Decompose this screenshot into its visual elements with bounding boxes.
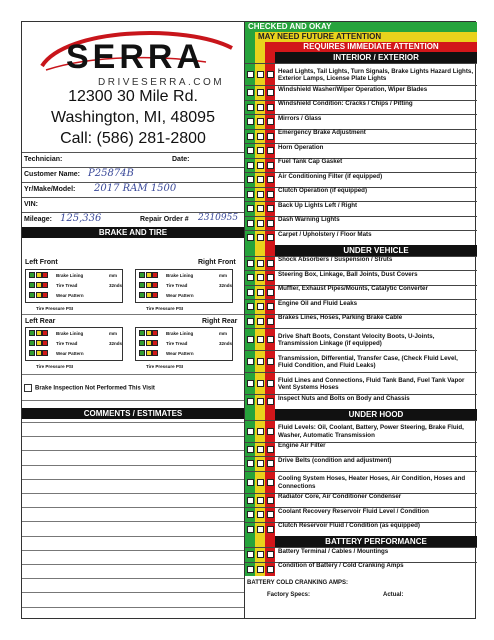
checklist-item-label: Drive Belts (condition and adjustment) [278, 456, 392, 464]
checklist-item [245, 100, 477, 115]
status-checkbox-red[interactable] [267, 104, 274, 111]
checklist-item [245, 299, 477, 314]
mileage-row[interactable] [22, 212, 244, 227]
status-checkbox-yellow[interactable] [257, 446, 264, 453]
status-checkbox-red[interactable] [267, 566, 274, 573]
right-rear-label: Right Rear [202, 318, 238, 325]
repair-order-value: 2310955 [198, 213, 239, 223]
comment-line[interactable] [22, 465, 244, 466]
status-checkbox-green[interactable] [247, 336, 254, 343]
checklist-item [245, 230, 477, 245]
checklist-item-label: Carpet / Upholstery / Floor Mats [278, 230, 372, 238]
status-checkbox-green[interactable] [247, 526, 254, 533]
status-checkbox-yellow[interactable] [257, 479, 264, 486]
status-checkbox-red[interactable] [267, 162, 274, 169]
status-checkbox-yellow[interactable] [257, 104, 264, 111]
checklist-item [245, 216, 477, 231]
checklist-item [245, 201, 477, 216]
technician-label: Technician: [24, 156, 63, 163]
comment-line[interactable] [22, 521, 244, 522]
comment-line[interactable] [22, 479, 244, 480]
checklist-item [245, 350, 477, 372]
comment-line[interactable] [22, 507, 244, 508]
status-checkbox-red[interactable] [267, 71, 274, 78]
comment-line[interactable] [22, 422, 244, 423]
status-checkbox-yellow[interactable] [257, 274, 264, 281]
left-rear-box: Brake Lining mm Tire Tread 32nds Wear Pattern [25, 327, 123, 361]
section-under-vehicle [245, 245, 477, 256]
left-rear-label: Left Rear [25, 318, 56, 325]
status-checkbox-yellow[interactable] [257, 147, 264, 154]
status-checkbox-green[interactable] [247, 205, 254, 212]
section-title: UNDER VEHICLE [275, 245, 477, 256]
status-checkbox-yellow[interactable] [257, 460, 264, 467]
right-column [244, 22, 476, 618]
left-front-psi: Tire Pressure PSI [36, 306, 74, 311]
section-title: UNDER HOOD [275, 409, 477, 420]
status-checkbox-yellow[interactable] [257, 303, 264, 310]
checklist-item-label: Muffler, Exhaust Pipes/Mounts, Catalytic Converter [278, 285, 428, 293]
checkbox-icon[interactable] [24, 384, 32, 392]
checklist-item [245, 285, 477, 300]
checklist-item-label: Radiator Core, Air Conditioner Condenser [278, 493, 402, 501]
checklist-item [245, 547, 477, 562]
checklist-item-label: Fluid Levels: Oil, Coolant, Battery, Power Steering, Brake Fluid, Washer, Automatic Transmission [278, 424, 464, 439]
checklist-item-label: Horn Operation [278, 143, 324, 151]
address-city: Washington, MI, 48095 [51, 109, 215, 126]
checklist-item [245, 522, 477, 537]
status-checkbox-green[interactable] [247, 358, 254, 365]
mileage-label: Mileage: [24, 216, 53, 223]
status-checkbox-red[interactable] [267, 511, 274, 518]
checklist-item-label: Shock Absorbers / Suspension / Struts [278, 256, 393, 264]
status-checkbox-green[interactable] [247, 460, 254, 467]
checklist-item-label: Windshield Washer/Wiper Operation, Wiper Blades [278, 85, 428, 93]
status-checkbox-red[interactable] [267, 303, 274, 310]
status-checkbox-yellow[interactable] [257, 428, 264, 435]
divider [22, 314, 244, 315]
status-checkbox-yellow[interactable] [257, 133, 264, 140]
comments-header: COMMENTS / ESTIMATES [22, 408, 244, 419]
checklist-item-label: Engine Air Filter [278, 442, 326, 450]
left-column [22, 22, 244, 618]
status-checkbox-red[interactable] [267, 479, 274, 486]
checklist-item [245, 562, 477, 577]
battery-footer-actual[interactable]: Actual: [383, 592, 404, 598]
checklist-item-label: Dash Warning Lights [278, 216, 340, 224]
status-checkbox-yellow[interactable] [257, 551, 264, 558]
status-checkbox-green[interactable] [247, 176, 254, 183]
checklist-item [245, 172, 477, 187]
customer-label: Customer Name: [24, 171, 81, 178]
status-checkbox-red[interactable] [267, 220, 274, 227]
comment-line[interactable] [22, 436, 244, 437]
checklist-item-label: Mirrors / Glass [278, 114, 322, 122]
status-checkbox-red[interactable] [267, 191, 274, 198]
checklist-item-label: Drive Shaft Boots, Constant Velocity Boots, U-Joints, Transmission Linkage (if equipped) [278, 332, 435, 347]
checklist-item-label: Air Conditioning Filter (if equipped) [278, 172, 383, 180]
checklist-item [245, 394, 477, 409]
status-checkbox-green[interactable] [247, 274, 254, 281]
status-checkbox-red[interactable] [267, 446, 274, 453]
checklist-item [245, 143, 477, 158]
comment-line[interactable] [22, 493, 244, 494]
status-checkbox-yellow[interactable] [257, 89, 264, 96]
status-checkbox-yellow[interactable] [257, 191, 264, 198]
checklist-item-label: Engine Oil and Fluid Leaks [278, 299, 358, 307]
status-checkbox-yellow[interactable] [257, 318, 264, 325]
address-street: 12300 30 Mile Rd. [68, 88, 198, 105]
comment-line[interactable] [22, 607, 244, 608]
section-title: INTERIOR / EXTERIOR [275, 52, 477, 63]
legend-yellow: MAY NEED FUTURE ATTENTION [255, 32, 477, 42]
mileage-value: 125,336 [60, 213, 102, 224]
status-checkbox-red[interactable] [267, 380, 274, 387]
status-checkbox-yellow[interactable] [257, 260, 264, 267]
checklist-item-label: Windshield Condition: Cracks / Chips / Pitting [278, 100, 413, 108]
left-front-label: Left Front [25, 259, 58, 266]
status-checkbox-green[interactable] [247, 191, 254, 198]
checklist-item [245, 256, 477, 271]
status-checkbox-red[interactable] [267, 260, 274, 267]
right-rear-box: Brake Lining mm Tire Tread 32nds Wear Pattern [135, 327, 233, 361]
status-checkbox-yellow[interactable] [257, 118, 264, 125]
status-checkbox-red[interactable] [267, 118, 274, 125]
left-rear-psi: Tire Pressure PSI [36, 364, 74, 369]
status-checkbox-red[interactable] [267, 336, 274, 343]
checklist-item-label: Back Up Lights Left / Right [278, 201, 358, 209]
checklist-item-label: Cooling System Hoses, Heater Hoses, Air Condition, Hoses and Connections [278, 475, 466, 490]
status-checkbox-green[interactable] [247, 303, 254, 310]
status-checkbox-green[interactable] [247, 380, 254, 387]
checklist-item [245, 420, 477, 442]
status-checkbox-red[interactable] [267, 398, 274, 405]
status-checkbox-red[interactable] [267, 460, 274, 467]
status-checkbox-green[interactable] [247, 234, 254, 241]
checklist-item [245, 493, 477, 508]
status-checkbox-green[interactable] [247, 511, 254, 518]
logo-site: DRIVESERRA.COM [98, 77, 225, 88]
inspection-form [21, 21, 476, 619]
status-checkbox-red[interactable] [267, 497, 274, 504]
status-checkbox-red[interactable] [267, 89, 274, 96]
section-battery [245, 536, 477, 547]
status-checkbox-yellow[interactable] [257, 566, 264, 573]
status-checkbox-green[interactable] [247, 428, 254, 435]
divider [22, 400, 244, 401]
vehicle-row[interactable] [22, 182, 244, 197]
checklist-item-label: Emergency Brake Adjustment [278, 129, 366, 137]
checklist-item-label: Fuel Tank Cap Gasket [278, 158, 343, 166]
checklist-item [245, 471, 477, 493]
comment-line[interactable] [22, 592, 244, 593]
right-front-box: Brake Lining mm Tire Tread 32nds Wear Pattern [135, 269, 233, 303]
status-checkbox-yellow[interactable] [257, 289, 264, 296]
comment-line[interactable] [22, 550, 244, 551]
comment-line[interactable] [22, 578, 244, 579]
legend-green: CHECKED AND OKAY [245, 22, 477, 32]
status-checkbox-green[interactable] [247, 104, 254, 111]
checklist-item [245, 507, 477, 522]
section-title: BATTERY PERFORMANCE [275, 536, 477, 547]
status-checkbox-green[interactable] [247, 446, 254, 453]
status-checkbox-yellow[interactable] [257, 162, 264, 169]
status-checkbox-green[interactable] [247, 220, 254, 227]
yr-make-model-value: 2017 RAM 1500 [94, 183, 177, 194]
status-checkbox-green[interactable] [247, 133, 254, 140]
status-checkbox-yellow[interactable] [257, 220, 264, 227]
status-checkbox-yellow[interactable] [257, 526, 264, 533]
status-checkbox-red[interactable] [267, 318, 274, 325]
divider [22, 374, 244, 375]
status-checkbox-green[interactable] [247, 398, 254, 405]
status-checkbox-red[interactable] [267, 205, 274, 212]
status-checkbox-red[interactable] [267, 133, 274, 140]
status-checkbox-green[interactable] [247, 118, 254, 125]
status-checkbox-green[interactable] [247, 162, 254, 169]
status-checkbox-green[interactable] [247, 147, 254, 154]
status-checkbox-green[interactable] [247, 551, 254, 558]
checklist-item-label: Clutch Reservoir Fluid / Condition (as equipped) [278, 522, 420, 530]
status-checkbox-yellow[interactable] [257, 234, 264, 241]
right-front-psi: Tire Pressure PSI [146, 306, 184, 311]
checklist-item-label: Condition of Battery / Cold Cranking Amps [278, 562, 404, 570]
date-label: Date: [172, 156, 190, 163]
status-checkbox-green[interactable] [247, 479, 254, 486]
checklist-item [245, 456, 477, 471]
comment-line[interactable] [22, 536, 244, 537]
status-checkbox-red[interactable] [267, 428, 274, 435]
status-checkbox-yellow[interactable] [257, 511, 264, 518]
brake-not-performed-checkbox[interactable]: Brake Inspection Not Performed This Visit [24, 384, 155, 392]
checklist-item-label: Steering Box, Linkage, Ball Joints, Dust Covers [278, 270, 418, 278]
checklist-item [245, 187, 477, 202]
vin-label: VIN: [24, 201, 38, 208]
address-phone: Call: (586) 281-2800 [60, 130, 206, 147]
checklist-item-label: Clutch Operation (if equipped) [278, 187, 368, 195]
customer-value: P25874B [88, 168, 134, 179]
checklist-item [245, 314, 477, 329]
status-checkbox-yellow[interactable] [257, 497, 264, 504]
repair-order-label: Repair Order # [140, 216, 189, 223]
status-checkbox-red[interactable] [267, 526, 274, 533]
checklist-item [245, 270, 477, 285]
checklist-item-label: Head Lights, Tail Lights, Turn Signals, Brake Lights Hazard Lights, Exterior Lamps, License Plate Lights [278, 67, 474, 82]
checklist-item-label: Transmission, Differential, Transfer Case, (Check Fluid Level, Fluid Condition, and Fluid Leaks) [278, 354, 458, 369]
checklist-item [245, 328, 477, 350]
checklist-item [245, 442, 477, 457]
right-front-label: Right Front [198, 259, 236, 266]
status-checkbox-yellow[interactable] [257, 336, 264, 343]
logo-brand: SERRA [66, 38, 206, 76]
status-checkbox-yellow[interactable] [257, 205, 264, 212]
right-rear-psi: Tire Pressure PSI [146, 364, 184, 369]
status-checkbox-green[interactable] [247, 289, 254, 296]
checklist-item [245, 129, 477, 144]
status-checkbox-green[interactable] [247, 497, 254, 504]
checklist-item-label: Fluid Lines and Connections, Fluid Tank Band, Fuel Tank Vapor Vent Systems Hoses [278, 376, 465, 391]
status-checkbox-green[interactable] [247, 318, 254, 325]
section-under-hood [245, 409, 477, 420]
status-checkbox-red[interactable] [267, 147, 274, 154]
status-checkbox-yellow[interactable] [257, 380, 264, 387]
checklist-item-label: Battery Terminal / Cables / Mountings [278, 547, 389, 555]
status-checkbox-yellow[interactable] [257, 398, 264, 405]
status-checkbox-red[interactable] [267, 289, 274, 296]
status-checkbox-yellow[interactable] [257, 71, 264, 78]
status-checkbox-yellow[interactable] [257, 176, 264, 183]
checklist-item-label: Brakes Lines, Hoses, Parking Brake Cable [278, 314, 403, 322]
legend-red: REQUIRES IMMEDIATE ATTENTION [265, 42, 477, 52]
comment-line[interactable] [22, 450, 244, 451]
status-checkbox-green[interactable] [247, 71, 254, 78]
checklist-item [245, 85, 477, 100]
status-checkbox-green[interactable] [247, 89, 254, 96]
status-checkbox-red[interactable] [267, 358, 274, 365]
battery-footer-title: BATTERY COLD CRANKING AMPS: [247, 580, 348, 586]
comment-line[interactable] [22, 564, 244, 565]
status-checkbox-yellow[interactable] [257, 358, 264, 365]
brake-tire-header: BRAKE AND TIRE [22, 227, 244, 238]
status-checkbox-red[interactable] [267, 176, 274, 183]
battery-footer-factory[interactable]: Factory Specs: [267, 592, 311, 598]
left-front-box: Brake Lining mm Tire Tread 32nds Wear Pattern [25, 269, 123, 303]
checklist-item-label: Inspect Nuts and Bolts on Body and Chassis [278, 394, 410, 402]
customer-row[interactable] [22, 167, 244, 182]
status-checkbox-red[interactable] [267, 234, 274, 241]
yr-make-model-label: Yr/Make/Model: [24, 186, 76, 193]
checklist-item-label: Coolant Recovery Reservoir Fluid Level / Condition [278, 507, 429, 515]
checklist-item [245, 372, 477, 394]
vin-row[interactable] [22, 197, 244, 212]
checklist-item [245, 158, 477, 173]
section-interior [245, 52, 477, 63]
checklist-item [245, 63, 477, 85]
status-checkbox-green[interactable] [247, 260, 254, 267]
technician-row[interactable] [22, 152, 244, 167]
checklist-item [245, 114, 477, 129]
status-checkbox-red[interactable] [267, 274, 274, 281]
status-checkbox-green[interactable] [247, 566, 254, 573]
status-checkbox-red[interactable] [267, 551, 274, 558]
